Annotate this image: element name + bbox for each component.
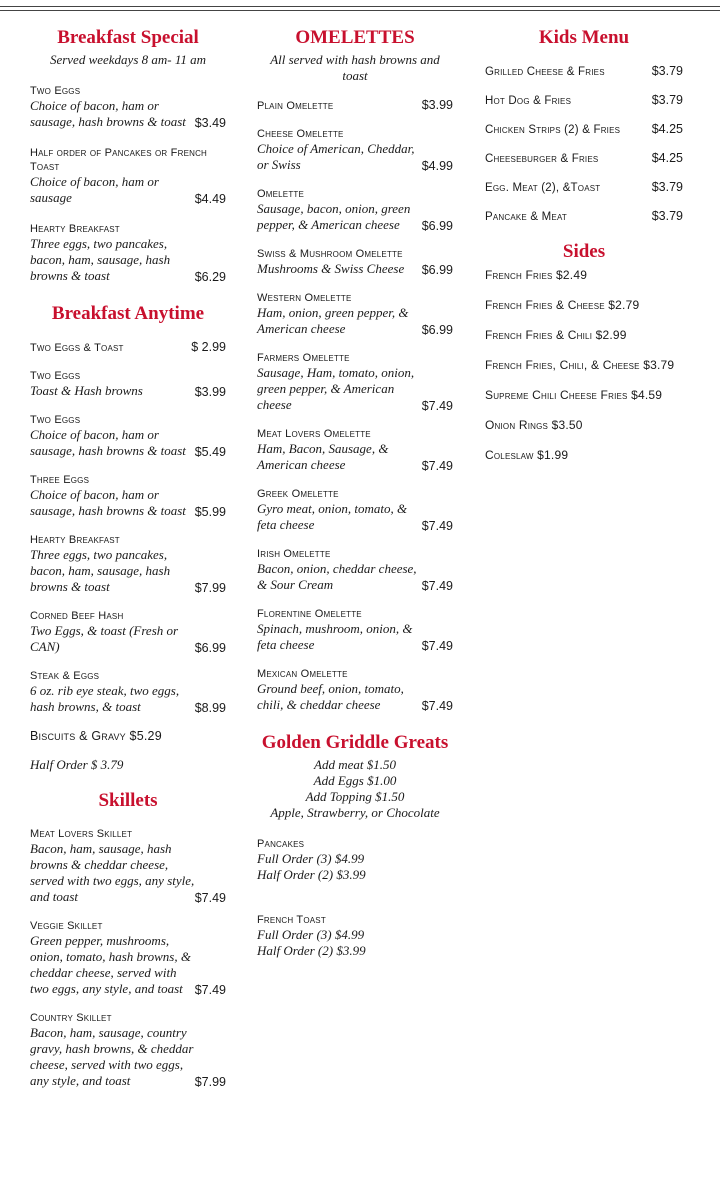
item-price: $6.99 [421, 323, 453, 337]
item-desc-row [30, 427, 226, 459]
side-item: Onion Rings $3.50 [485, 418, 583, 432]
menu-item [257, 187, 453, 233]
item-price: $3.99 [194, 385, 226, 399]
item-price: $7.99 [194, 1075, 226, 1089]
menu-item [257, 607, 453, 653]
item-desc-row [257, 621, 453, 653]
item-name: Cheese Omelette [257, 128, 344, 140]
item-desc-row [30, 98, 226, 130]
menu-item [257, 127, 453, 173]
item-price: $7.49 [421, 579, 453, 593]
item-name: Omelette [257, 188, 305, 200]
item-row [485, 122, 683, 137]
item-desc-row [30, 383, 226, 399]
menu-item [30, 340, 226, 355]
item-desc-row [30, 547, 226, 595]
item-price: $7.99 [194, 581, 226, 595]
column-middle [257, 26, 453, 959]
column-right [485, 26, 683, 462]
item-price: $6.99 [421, 219, 453, 233]
item-name: Veggie Skillet [30, 920, 103, 932]
kids-menu-item [485, 180, 683, 195]
item-name: Two Eggs [30, 370, 81, 382]
item-name: Meat Lovers Omelette [257, 428, 371, 440]
menu-item [30, 609, 226, 655]
item-price: $8.99 [194, 701, 226, 715]
item-row [257, 98, 453, 113]
item-price: $6.29 [194, 270, 226, 284]
item-desc: Choice of bacon, ham or sausage, hash browns & toast [30, 427, 186, 458]
item-name: Greek Omelette [257, 488, 339, 500]
item-desc: Half Order (2) $3.99 [257, 943, 366, 958]
item-price: $4.49 [194, 192, 226, 206]
item-desc: Bacon, ham, sausage, hash browns & cheddar cheese, served with two eggs, any style, and toast [30, 841, 195, 904]
item-desc: Choice of bacon, ham or sausage [30, 174, 159, 205]
item-desc-row [257, 261, 453, 277]
item-price: $4.99 [421, 159, 453, 173]
griddle-addon: Apple, Strawberry, or Chocolate [270, 805, 440, 820]
section-title: Breakfast Anytime [51, 303, 205, 324]
section-subtitle: Served weekdays 8 am- 11 am [49, 52, 207, 67]
item-desc-row [30, 487, 226, 519]
side-item: French Fries & Chili $2.99 [485, 328, 627, 342]
side-item: French Fries, Chili, & Cheese $3.79 [485, 358, 675, 372]
side-item: French Fries & Cheese $2.79 [485, 298, 640, 312]
kids-menu-item [485, 64, 683, 79]
item-name: Plain Omelette [257, 100, 334, 112]
item-name: Corned Beef Hash [30, 610, 124, 622]
item-desc: Gyro meat, onion, tomato, & feta cheese [257, 501, 408, 532]
item-desc: Bacon, onion, cheddar cheese, & Sour Cream [257, 561, 417, 592]
skillets-section [30, 789, 226, 1089]
item-price: $5.99 [194, 505, 226, 519]
item-desc: Ground beef, onion, tomato, chili, & cheddar cheese [257, 681, 404, 712]
item-desc-row [30, 174, 226, 206]
item-desc: Choice of bacon, ham or sausage, hash browns & toast [30, 98, 186, 129]
item-name: Western Omelette [257, 292, 352, 304]
item-name: Two Eggs [30, 85, 81, 97]
item-row [485, 151, 683, 166]
menu-item [30, 919, 226, 997]
section-title: Skillets [98, 790, 158, 811]
item-desc-row [257, 681, 453, 713]
item-price: $7.49 [421, 519, 453, 533]
item-desc-row [257, 201, 453, 233]
kids-menu-item [485, 151, 683, 166]
section-subtitle: All served with hash browns and toast [270, 52, 440, 83]
menu-items [485, 268, 683, 462]
item-name: Country Skillet [30, 1012, 112, 1024]
item-name: French Toast [257, 914, 326, 926]
item-desc-row [257, 305, 453, 337]
item-row [485, 64, 683, 79]
item-name: Mexican Omelette [257, 668, 348, 680]
item-desc-row [257, 561, 453, 593]
item-price: $7.49 [194, 891, 226, 905]
menu-item [30, 533, 226, 595]
menu-item [30, 84, 226, 130]
item-desc-row [257, 501, 453, 533]
item-desc: Mushrooms & Swiss Cheese [257, 261, 405, 276]
item-name: Steak & Eggs [30, 670, 100, 682]
item-desc: Three eggs, two pancakes, bacon, ham, sausage, hash browns & toast [30, 547, 171, 594]
griddle-section [257, 731, 453, 959]
section-title: OMELETTES [295, 27, 415, 48]
item-desc-row [30, 236, 226, 284]
item-price: $ 2.99 [191, 340, 226, 354]
item-row [485, 209, 683, 224]
item-desc: 6 oz. rib eye steak, two eggs, hash browns, & toast [30, 683, 180, 714]
menu-item [30, 413, 226, 459]
item-price: $7.49 [421, 639, 453, 653]
sides-section [485, 240, 683, 462]
menu-item-half-order: Half Order $ 3.79 [30, 757, 124, 772]
item-desc: Bacon, ham, sausage, country gravy, hash browns, & cheddar cheese, served with two eggs, any style, and toast [30, 1025, 194, 1088]
item-row [485, 180, 683, 195]
item-name: Hearty Breakfast [30, 534, 120, 546]
item-desc: Spinach, mushroom, onion, & feta cheese [257, 621, 413, 652]
menu-item-biscuits-gravy: Biscuits & Gravy $5.29 [30, 729, 162, 743]
kids-menu-item [485, 93, 683, 108]
menu-item [30, 827, 226, 905]
item-desc: Sausage, Ham, tomato, onion, green pepper, & American cheese [257, 365, 415, 412]
side-item: French Fries $2.49 [485, 268, 588, 282]
french-toast-item [257, 913, 453, 959]
item-name: Chicken Strips (2) & Fries [485, 124, 621, 136]
section-title: Sides [562, 241, 606, 262]
item-desc: Half Order (2) $3.99 [257, 867, 366, 882]
item-desc: Sausage, bacon, onion, green pepper, & American cheese [257, 201, 411, 232]
griddle-addons [257, 757, 453, 821]
section-title: Breakfast Special [57, 27, 199, 48]
item-desc: Toast & Hash browns [30, 383, 143, 398]
item-price: $4.25 [651, 151, 683, 165]
menu-item [257, 98, 453, 113]
item-name: Egg. Meat (2), &Toast [485, 182, 601, 194]
item-desc: Full Order (3) $4.99 [257, 851, 365, 866]
side-item: Supreme Chili Cheese Fries $4.59 [485, 388, 663, 402]
item-price: $4.25 [651, 122, 683, 136]
item-desc: Ham, Bacon, Sausage, & American cheese [257, 441, 389, 472]
item-price: $3.99 [421, 98, 453, 112]
menu-item [30, 473, 226, 519]
item-price: $7.49 [194, 983, 226, 997]
item-desc: Green pepper, mushrooms, onion, tomato, hash browns, & cheddar cheese, served with two eggs, any style, and toast [30, 933, 191, 996]
item-price: $7.49 [421, 459, 453, 473]
menu-item [257, 487, 453, 533]
griddle-addon: Add Eggs $1.00 [313, 773, 397, 788]
menu-item [257, 547, 453, 593]
item-row [30, 340, 226, 355]
item-price: $3.79 [651, 64, 683, 78]
menu-items [485, 64, 683, 224]
item-price: $3.79 [651, 209, 683, 223]
menu-items [30, 84, 226, 284]
breakfast-special-section [30, 26, 226, 284]
item-price: $6.99 [421, 263, 453, 277]
item-desc-row [257, 365, 453, 413]
item-name: Three Eggs [30, 474, 90, 486]
item-name: Hearty Breakfast [30, 223, 120, 235]
item-desc: Three eggs, two pancakes, bacon, ham, sausage, hash browns & toast [30, 236, 171, 283]
item-price: $5.49 [194, 445, 226, 459]
item-name: Florentine Omelette [257, 608, 362, 620]
menu-item [30, 1011, 226, 1089]
item-price: $3.79 [651, 180, 683, 194]
menu-items [30, 340, 226, 715]
menu-item [30, 369, 226, 399]
item-name: Pancake & Meat [485, 211, 567, 223]
breakfast-anytime-section [30, 302, 226, 773]
menu-item [257, 247, 453, 277]
item-desc-row [30, 933, 226, 997]
item-name: Grilled Cheese & Fries [485, 66, 605, 78]
item-name: Pancakes [257, 838, 305, 850]
kids-menu-item [485, 209, 683, 224]
top-rule-double [0, 0, 720, 11]
item-price: $7.49 [421, 399, 453, 413]
item-name: Irish Omelette [257, 548, 331, 560]
item-price: $6.99 [194, 641, 226, 655]
pancakes-item [257, 837, 453, 883]
item-desc-row [30, 623, 226, 655]
item-name: Hot Dog & Fries [485, 95, 572, 107]
item-desc: Choice of bacon, ham or sausage, hash browns & toast [30, 487, 186, 518]
menu-item [30, 669, 226, 715]
item-name: Farmers Omelette [257, 352, 350, 364]
omelettes-section [257, 26, 453, 713]
item-name: Swiss & Mushroom Omelette [257, 248, 403, 260]
item-name: Two Eggs [30, 414, 81, 426]
item-name: Meat Lovers Skillet [30, 828, 133, 840]
menu-items [257, 98, 453, 713]
column-left [30, 26, 226, 1089]
menu-item [257, 351, 453, 413]
menu-items [30, 827, 226, 1089]
section-title: Kids Menu [538, 27, 630, 48]
item-desc: Ham, onion, green pepper, & American cheese [257, 305, 409, 336]
item-desc-row [30, 683, 226, 715]
menu-item [257, 427, 453, 473]
item-price: $7.49 [421, 699, 453, 713]
item-desc-row [257, 141, 453, 173]
kids-menu-item [485, 122, 683, 137]
item-desc-row [30, 841, 226, 905]
side-item: Coleslaw $1.99 [485, 448, 569, 462]
griddle-addon: Add Topping $1.50 [305, 789, 405, 804]
item-desc: Two Eggs, & toast (Fresh or CAN) [30, 623, 179, 654]
item-price: $3.49 [194, 116, 226, 130]
item-desc-row [30, 1025, 226, 1089]
item-row [485, 93, 683, 108]
kids-menu-section [485, 26, 683, 224]
item-name: Cheeseburger & Fries [485, 153, 599, 165]
item-name: Two Eggs & Toast [30, 342, 124, 354]
menu-item [257, 291, 453, 337]
item-price: $3.79 [651, 93, 683, 107]
griddle-addon: Add meat $1.50 [314, 757, 396, 772]
item-desc: Choice of American, Cheddar, or Swiss [257, 141, 415, 172]
item-name: Half order of Pancakes or French Toast [30, 147, 208, 173]
menu-item [257, 667, 453, 713]
section-title: Golden Griddle Greats [261, 732, 449, 753]
item-desc-row [257, 441, 453, 473]
menu-item [30, 146, 226, 206]
menu-item [30, 222, 226, 284]
item-desc: Full Order (3) $4.99 [257, 927, 365, 942]
